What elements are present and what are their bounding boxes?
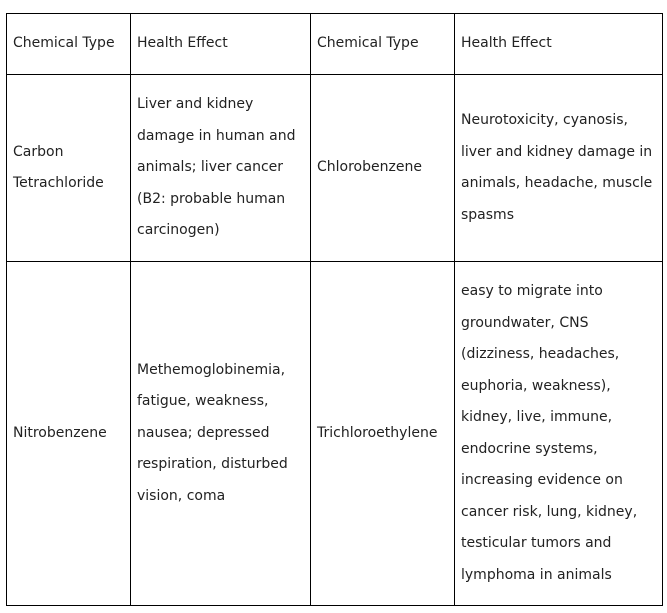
chemical-type-cell: Nitrobenzene <box>7 262 131 606</box>
header-chemical-type: Chemical Type <box>7 14 131 75</box>
header-chemical-type: Chemical Type <box>311 14 455 75</box>
health-effect-cell: Methemoglobinemia, fatigue, weakness, nausea; depressed respiration, disturbed vision, coma <box>131 262 311 606</box>
chemical-health-effects-table <box>6 13 663 606</box>
health-effect-cell: Liver and kidney damage in human and animals; liver cancer (B2: probable human carcinogen) <box>131 75 311 262</box>
chemical-type-cell: Trichloroethylene <box>311 262 455 606</box>
header-health-effect: Health Effect <box>131 14 311 75</box>
chemical-type-cell: Carbon Tetrachloride <box>7 75 131 262</box>
table-row <box>7 262 663 606</box>
header-health-effect: Health Effect <box>455 14 663 75</box>
health-effect-cell: Neurotoxicity, cyanosis, liver and kidney damage in animals, headache, muscle spasms <box>455 75 663 262</box>
chemical-type-cell: Chlorobenzene <box>311 75 455 262</box>
table-row <box>7 75 663 262</box>
table-header-row <box>7 14 663 75</box>
health-effect-cell: easy to migrate into groundwater, CNS (dizziness, headaches, euphoria, weakness), kidney, live, immune, endocrine systems, increasing evidence on cancer risk, lung, kidney, testicular tumors and lymphoma in animals <box>455 262 663 606</box>
